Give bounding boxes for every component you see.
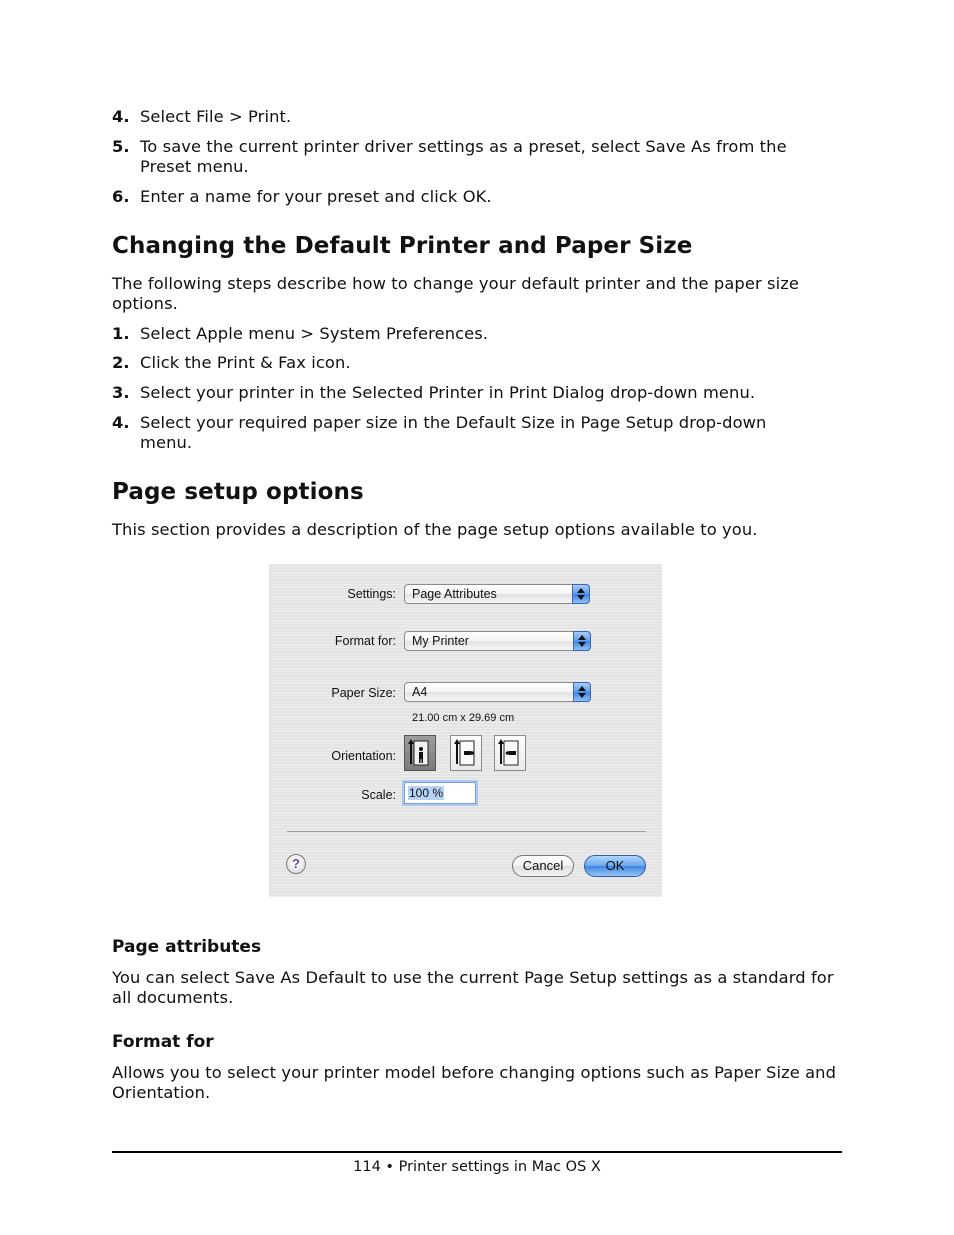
paper-size-value: A4 xyxy=(412,685,428,699)
settings-label: Settings: xyxy=(347,587,396,601)
scale-field[interactable] xyxy=(404,782,476,804)
orientation-landscape-right-button[interactable] xyxy=(494,735,526,771)
format-for-text: Allows you to select your printer model before changing options such as Paper Size and Orientation. xyxy=(112,1063,837,1102)
step-text: Select your printer in the Selected Printer in Print Dialog drop-down menu. xyxy=(140,383,756,402)
scale-label: Scale: xyxy=(361,788,396,802)
portrait-icon xyxy=(405,736,435,770)
format-for-value: My Printer xyxy=(412,634,469,648)
dialog-separator xyxy=(287,831,646,832)
paper-size-popup[interactable] xyxy=(404,682,591,702)
step-number: 2. xyxy=(112,353,130,372)
step-number: 4. xyxy=(112,413,130,432)
popup-arrows-icon xyxy=(572,584,590,604)
paper-dimensions: 21.00 cm x 29.69 cm xyxy=(412,712,515,724)
popup-arrows-icon xyxy=(573,631,591,651)
landscape-left-icon xyxy=(451,736,481,770)
step-text: Select File > Print. xyxy=(140,107,292,126)
ok-button[interactable]: OK xyxy=(584,855,646,877)
page-attributes-text: You can select Save As Default to use the current Page Setup settings as a standard for all documents. xyxy=(112,968,834,1007)
page-setup-dialog xyxy=(269,564,662,897)
section-intro: This section provides a description of the page setup options available to you. xyxy=(112,520,758,539)
step-number: 4. xyxy=(112,107,130,126)
popup-arrows-icon xyxy=(573,682,591,702)
orientation-label: Orientation: xyxy=(331,749,396,763)
settings-popup[interactable] xyxy=(404,584,590,604)
step-number: 5. xyxy=(112,137,130,156)
section-intro: The following steps describe how to change your default printer and the paper size options. xyxy=(112,274,800,313)
settings-value: Page Attributes xyxy=(412,587,497,601)
orientation-landscape-left-button[interactable] xyxy=(450,735,482,771)
cancel-button[interactable]: Cancel xyxy=(512,855,574,877)
step-number: 6. xyxy=(112,187,130,206)
subheading-page-attributes: Page attributes xyxy=(112,937,262,957)
section-heading-page-setup: Page setup options xyxy=(112,479,364,505)
scale-input[interactable] xyxy=(407,785,475,801)
step-text: Enter a name for your preset and click OK. xyxy=(140,187,492,206)
footer-rule xyxy=(112,1151,842,1153)
landscape-right-icon xyxy=(495,736,525,770)
format-for-label: Format for: xyxy=(334,634,396,648)
orientation-portrait-button[interactable] xyxy=(404,735,436,771)
step-number: 1. xyxy=(112,324,130,343)
subheading-format-for: Format for xyxy=(112,1032,214,1052)
step-text: Select your required paper size in the Default Size in Page Setup drop-down menu. xyxy=(140,413,767,452)
step-text: To save the current printer driver settings as a preset, select Save As from the Preset menu. xyxy=(140,137,787,176)
help-button[interactable] xyxy=(286,854,306,874)
page-footer: 114 • Printer settings in Mac OS X xyxy=(353,1159,601,1175)
step-number: 3. xyxy=(112,383,130,402)
step-text: Click the Print & Fax icon. xyxy=(140,353,351,372)
question-mark-icon: ? xyxy=(292,856,300,871)
step-text: Select Apple menu > System Preferences. xyxy=(140,324,489,343)
section-heading-default-printer: Changing the Default Printer and Paper Size xyxy=(112,233,693,259)
paper-size-label: Paper Size: xyxy=(331,686,396,700)
format-for-popup[interactable] xyxy=(404,631,591,651)
